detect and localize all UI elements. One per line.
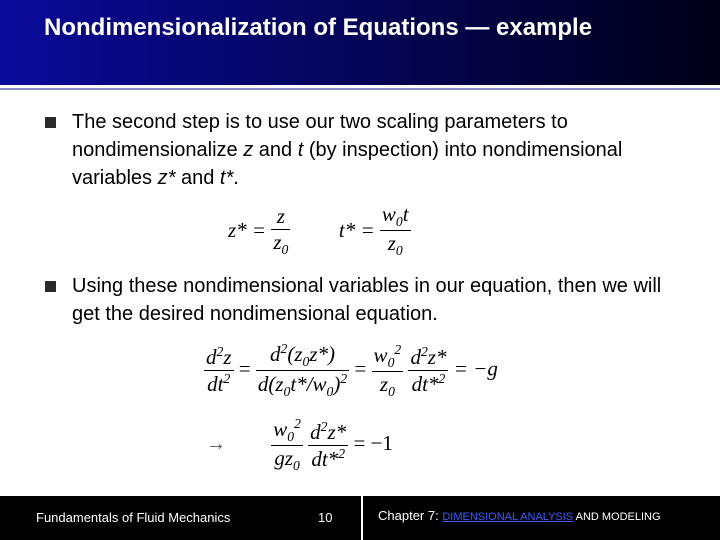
footer-book-title: Fundamentals of Fluid Mechanics (36, 510, 231, 525)
bullet-1-var-t: t (297, 139, 304, 161)
bullet-2-text: Using these nondimensional variables in our equation, then we will get the desired nondimensional equation. (72, 275, 662, 325)
bullet-1-mid: (by inspection) into nondimensional variables (72, 139, 623, 189)
bullet-1-end: . (233, 167, 239, 189)
bullet-1-and: and (253, 139, 298, 161)
eq1-z-fraction (271, 204, 290, 258)
bullet-1-text (72, 108, 672, 192)
equation-nondimensional (206, 416, 393, 474)
bullet-1-var-zstar: z* (157, 167, 176, 189)
bullet-square-icon (45, 281, 56, 292)
footer-divider (361, 496, 363, 540)
bullet-1-var-z: z (243, 139, 254, 161)
eq1-t-den-base: z (387, 231, 396, 256)
bullet-1-var-tstar: t* (219, 167, 234, 189)
eq1-t-den (380, 230, 411, 259)
eq1-t-num-sub: 0 (395, 214, 403, 230)
eq1-t-num (380, 202, 411, 230)
equation-substitution: $\frac{d^2z}{dt^2}$ = $\frac{d^2(z_0z*)}{d(z_0t*/w_0)^2}$ = $\frac{w_0^2}{z_0}$ $\frac{d^2z*}{dt*^2}$ = −g (206, 341, 498, 400)
eq1-tstar-label: t* = (338, 218, 375, 243)
bullet-square-icon (45, 117, 56, 128)
eq1-z-den (271, 229, 290, 258)
eq3-result: = −1 (353, 431, 393, 455)
eq3-frac-1: $\frac{w_0^2}{gz_0}$ (273, 416, 301, 474)
equation-scaling (228, 202, 411, 259)
slide-title: Nondimensionalization of Equations — example (44, 14, 593, 41)
arrow-icon: → (206, 433, 226, 455)
eq1-zstar-label: z* = (228, 218, 267, 243)
eq3-frac-2: $\frac{d^2z*}{dt*^2}$ (310, 418, 347, 471)
bullet-1-and-2: and (175, 167, 220, 189)
footer-chapter-tail: AND MODELING (573, 511, 661, 523)
eq2-frac-4: $\frac{d^2z*}{dt*^2}$ (410, 344, 447, 397)
eq1-t-fraction (380, 202, 411, 259)
bullet-1-pre: The second step is to use our two scaling parameters to nondimensionalize (72, 111, 568, 161)
eq1-t-den-sub: 0 (395, 243, 403, 259)
eq2-frac-1: $\frac{d^2z}{dt^2}$ (206, 344, 232, 397)
eq1-t-num-tail: t (402, 202, 409, 226)
eq1-z-den-sub: 0 (281, 241, 289, 257)
footer-chapter-label: Chapter 7: (378, 508, 443, 523)
eq1-t-num-base: w (381, 202, 396, 226)
eq1-z-den-base: z (273, 229, 282, 254)
eq2-frac-3: $\frac{w_0^2}{z_0}$ (373, 341, 402, 399)
eq1-z-num: z (276, 203, 285, 228)
eq2-result: = −g (453, 356, 498, 381)
footer-chapter-link[interactable]: DIMENSIONAL ANALYSIS (442, 511, 574, 523)
footer-chapter (378, 508, 661, 523)
footer-page-number: 10 (318, 510, 333, 525)
footer (0, 496, 720, 540)
eq2-frac-2: $\frac{d^2(z_0z*)}{d(z_0t*/w_0)^2}$ (257, 341, 348, 400)
title-bar (0, 0, 720, 88)
